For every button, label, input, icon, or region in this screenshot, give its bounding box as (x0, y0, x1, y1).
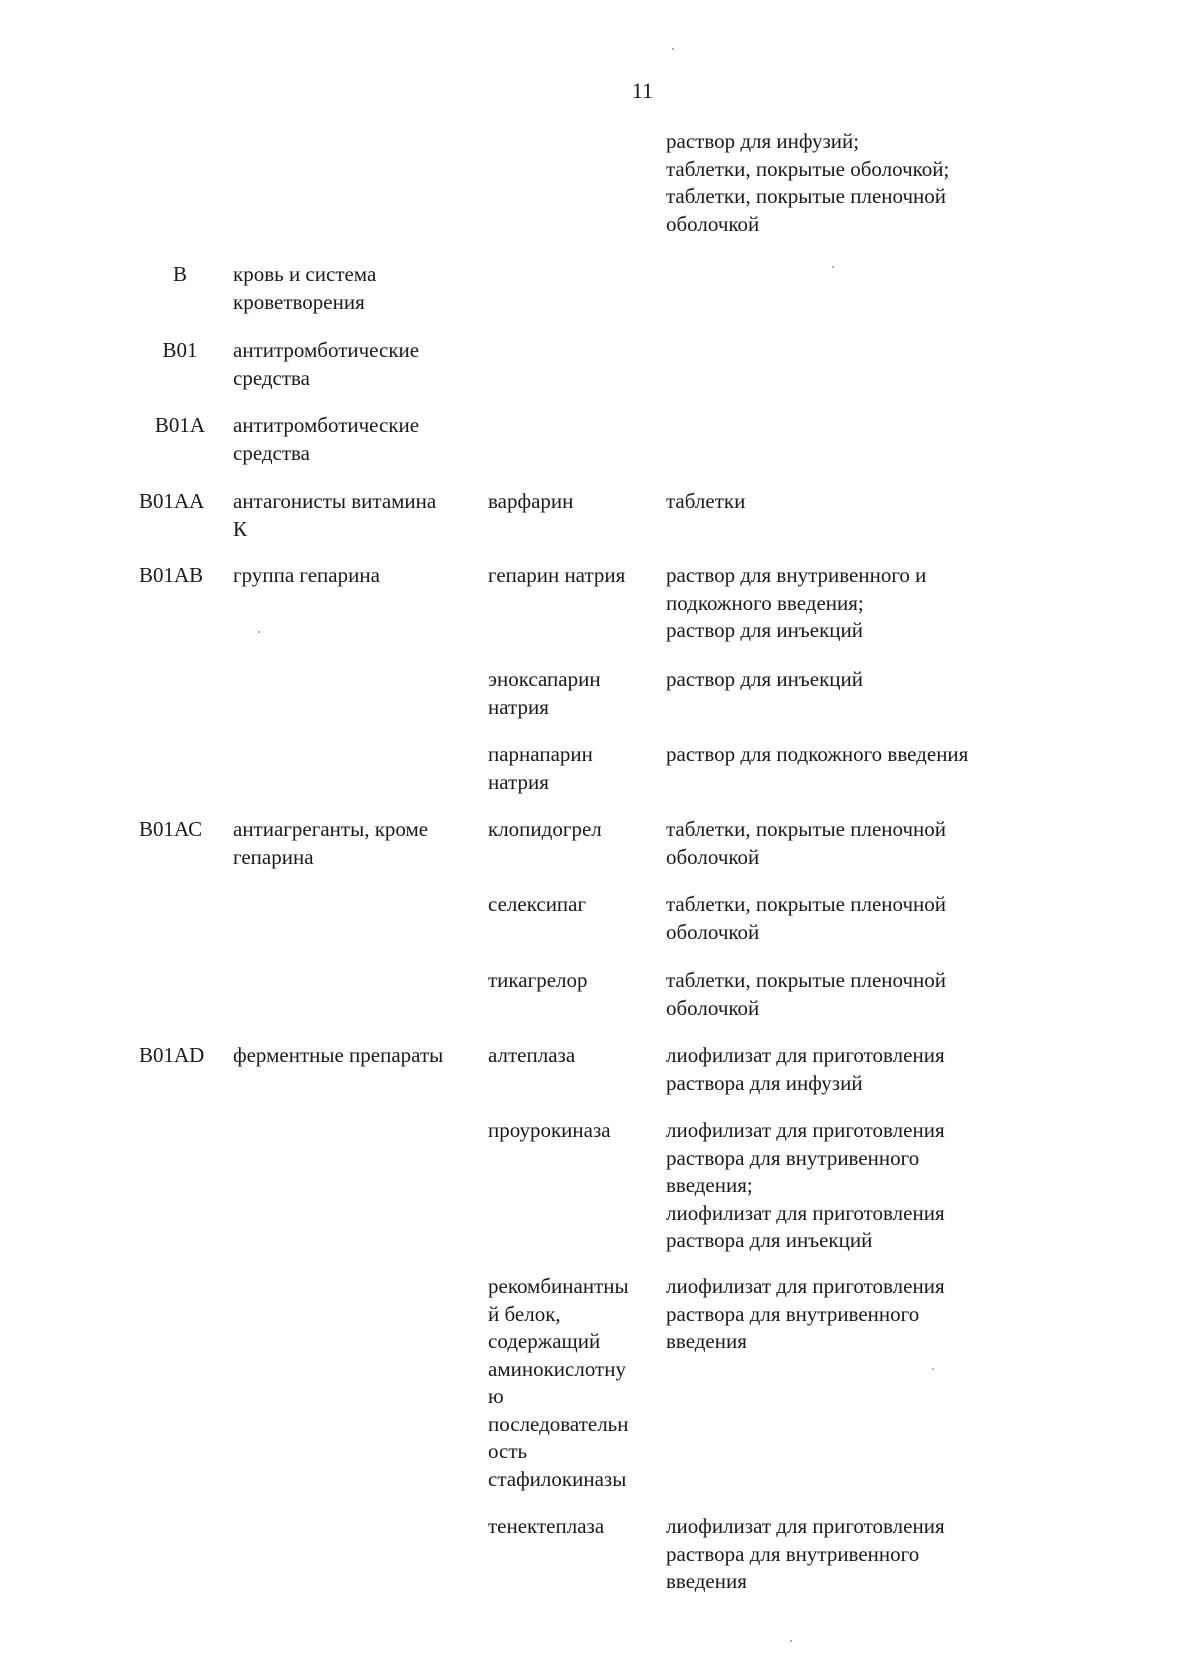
dosage-form: раствор для подкожного введения (666, 742, 969, 766)
scan-speck (790, 1640, 792, 1642)
dosage-form: лиофилизат для приготовления раствора для инфузий (666, 1043, 945, 1095)
dosage-form: лиофилизат для приготовления раствора для внутривенного введения (666, 1274, 945, 1353)
atc-group: антитромботические средства (233, 338, 420, 390)
drug-name: тенектеплаза (488, 1514, 605, 1538)
atc-group: кровь и система кроветворения (233, 262, 377, 314)
scan-speck (672, 48, 674, 50)
dosage-form: таблетки (666, 489, 746, 513)
page-number: 11 (631, 78, 654, 103)
atc-code: В01АD (139, 1043, 205, 1067)
drug-name: парнапарин натрия (488, 742, 593, 794)
atc-code: В01А (154, 413, 206, 437)
scan-speck (932, 1368, 934, 1370)
atc-code: В01 (162, 338, 198, 362)
dosage-form: раствор для внутривенного и подкожного введения; раствор для инъекций (666, 563, 927, 642)
scan-speck (832, 266, 834, 268)
atc-code: В (172, 262, 187, 286)
atc-code: В01АА (139, 489, 205, 513)
drug-name: клопидогрел (488, 817, 602, 841)
dosage-form: таблетки, покрытые пленочной оболочкой (666, 968, 947, 1020)
drug-name: гепарин натрия (488, 563, 626, 587)
atc-group: группа гепарина (233, 563, 380, 587)
drug-name: селексипаг (488, 892, 587, 916)
dosage-form: лиофилизат для приготовления раствора для внутривенного введения; лиофилизат для приготовления раствора для инъекций (666, 1118, 945, 1252)
scan-speck (258, 631, 260, 633)
drug-name: тикагрелор (488, 968, 588, 992)
atc-group: ферментные препараты (233, 1043, 444, 1067)
dosage-form: лиофилизат для приготовления раствора для внутривенного введения (666, 1514, 945, 1593)
atc-group: антиагреганты, кроме гепарина (233, 817, 429, 869)
atc-code: В01АВ (139, 563, 204, 587)
dosage-form: раствор для инъекций (666, 667, 863, 691)
atc-group: антитромботические средства (233, 413, 420, 465)
dosage-form: таблетки, покрытые пленочной оболочкой (666, 817, 947, 869)
drug-name: рекомбинантны й белок, содержащий аминокислотну ю последовательн ость стафилокиназы (488, 1274, 629, 1491)
drug-name: эноксапарин натрия (488, 667, 601, 719)
drug-name: варфарин (488, 489, 574, 513)
atc-group: антагонисты витамина К (233, 489, 437, 541)
drug-name: алтеплаза (488, 1043, 576, 1067)
dosage-form: таблетки, покрытые пленочной оболочкой (666, 892, 947, 944)
drug-name: проурокиназа (488, 1118, 611, 1142)
atc-code: В01АС (139, 817, 203, 841)
form-continued: раствор для инфузий; таблетки, покрытые оболочкой; таблетки, покрытые пленочной оболочкой (666, 129, 950, 236)
